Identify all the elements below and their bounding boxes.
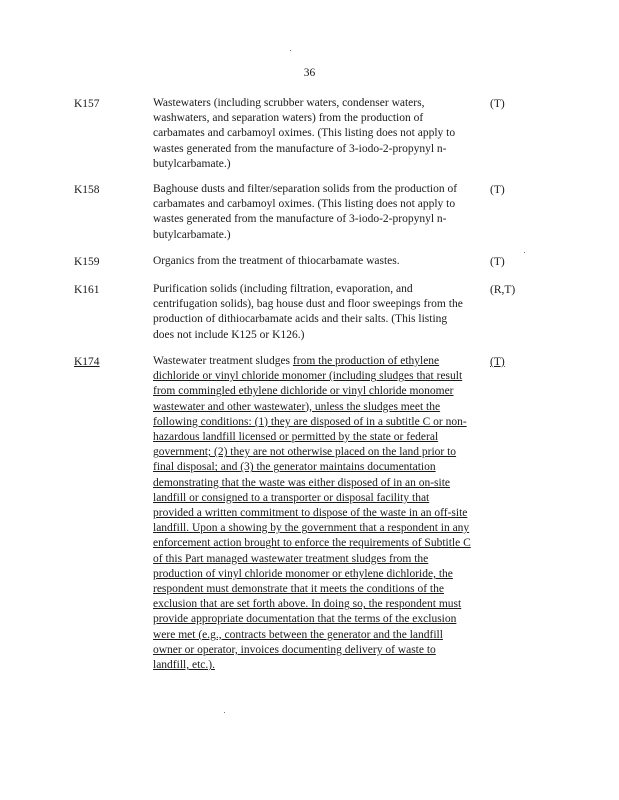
description-inserted-text: from the production of ethylene dichloride or vinyl chloride monomer (including sludges that result from commingled ethylene dichloride or vinyl chloride monomer wastewater and other wastewater), unless the sludges meet the following conditions: (1) they are disposed of in a subtitle C or non- hazardous landfill licensed or permitted by the state or federal government; (2) they are not otherwise placed on the land prior to final disposal; and (3) the generator maintains documentation demonstrating that the waste was either disposed of in an on-site landfill or consigned to a transporter or disposal facility that provided a written commitment to dispose of the waste in an off-site landfill. Upon a showing by the government that a respondent in any enforcement action brought to enforce the requirements of Subtitle C of this Part managed wastewater treatment sludges from the production of vinyl chloride monomer or ethylene dichloride, the respondent must demonstrate that it meets the conditions of the exclusion that are set forth above. In doing so, the respondent must provide appropriate documentation that the terms of the exclusion were met (e.g., contracts between the generator and the landfill owner or operator, invoices documenting delivery of waste to landfill, etc.). [153, 355, 471, 672]
hazard-code: (T) [490, 256, 505, 268]
waste-description: Organics from the treatment of thiocarbamate wastes. [153, 255, 400, 267]
waste-description: Baghouse dusts and filter/separation solids from the production of carbamates and carbamoyl oximes. (This listing does not apply to wastes generated from the manufacture of 3-iodo-2-propynyl n-butylcarbamate.) [153, 183, 458, 241]
scan-speck [290, 50, 291, 51]
waste-description: Wastewaters (including scrubber waters, condenser waters, washwaters, and separation waters) from the production of carbamates and carbamoyl oximes. (This listing does not apply to wastes generated from the manufacture of 3-iodo-2-propynyl n-butylcarbamate.) [153, 97, 456, 170]
waste-description: Purification solids (including filtration, evaporation, and centrifugation solids), bag house dust and floor sweepings from the production of dithiocarbamate acids and their salts. (This listing does not include K125 or K126.) [153, 283, 463, 341]
waste-description [153, 354, 471, 673]
waste-code: K159 [74, 256, 100, 268]
scan-speck [224, 712, 225, 713]
hazard-code: (T) [490, 98, 505, 110]
description-plain-text: Wastewater treatment sludges [153, 355, 293, 367]
waste-code: K174 [74, 356, 100, 368]
waste-code: K157 [74, 98, 100, 110]
waste-code: K161 [74, 284, 100, 296]
hazard-code: (R,T) [490, 284, 516, 296]
hazard-code: (T) [490, 184, 505, 196]
waste-code: K158 [74, 184, 100, 196]
hazard-code: (T) [490, 356, 505, 368]
page-number: 36 [303, 67, 316, 79]
scan-speck [524, 252, 525, 253]
